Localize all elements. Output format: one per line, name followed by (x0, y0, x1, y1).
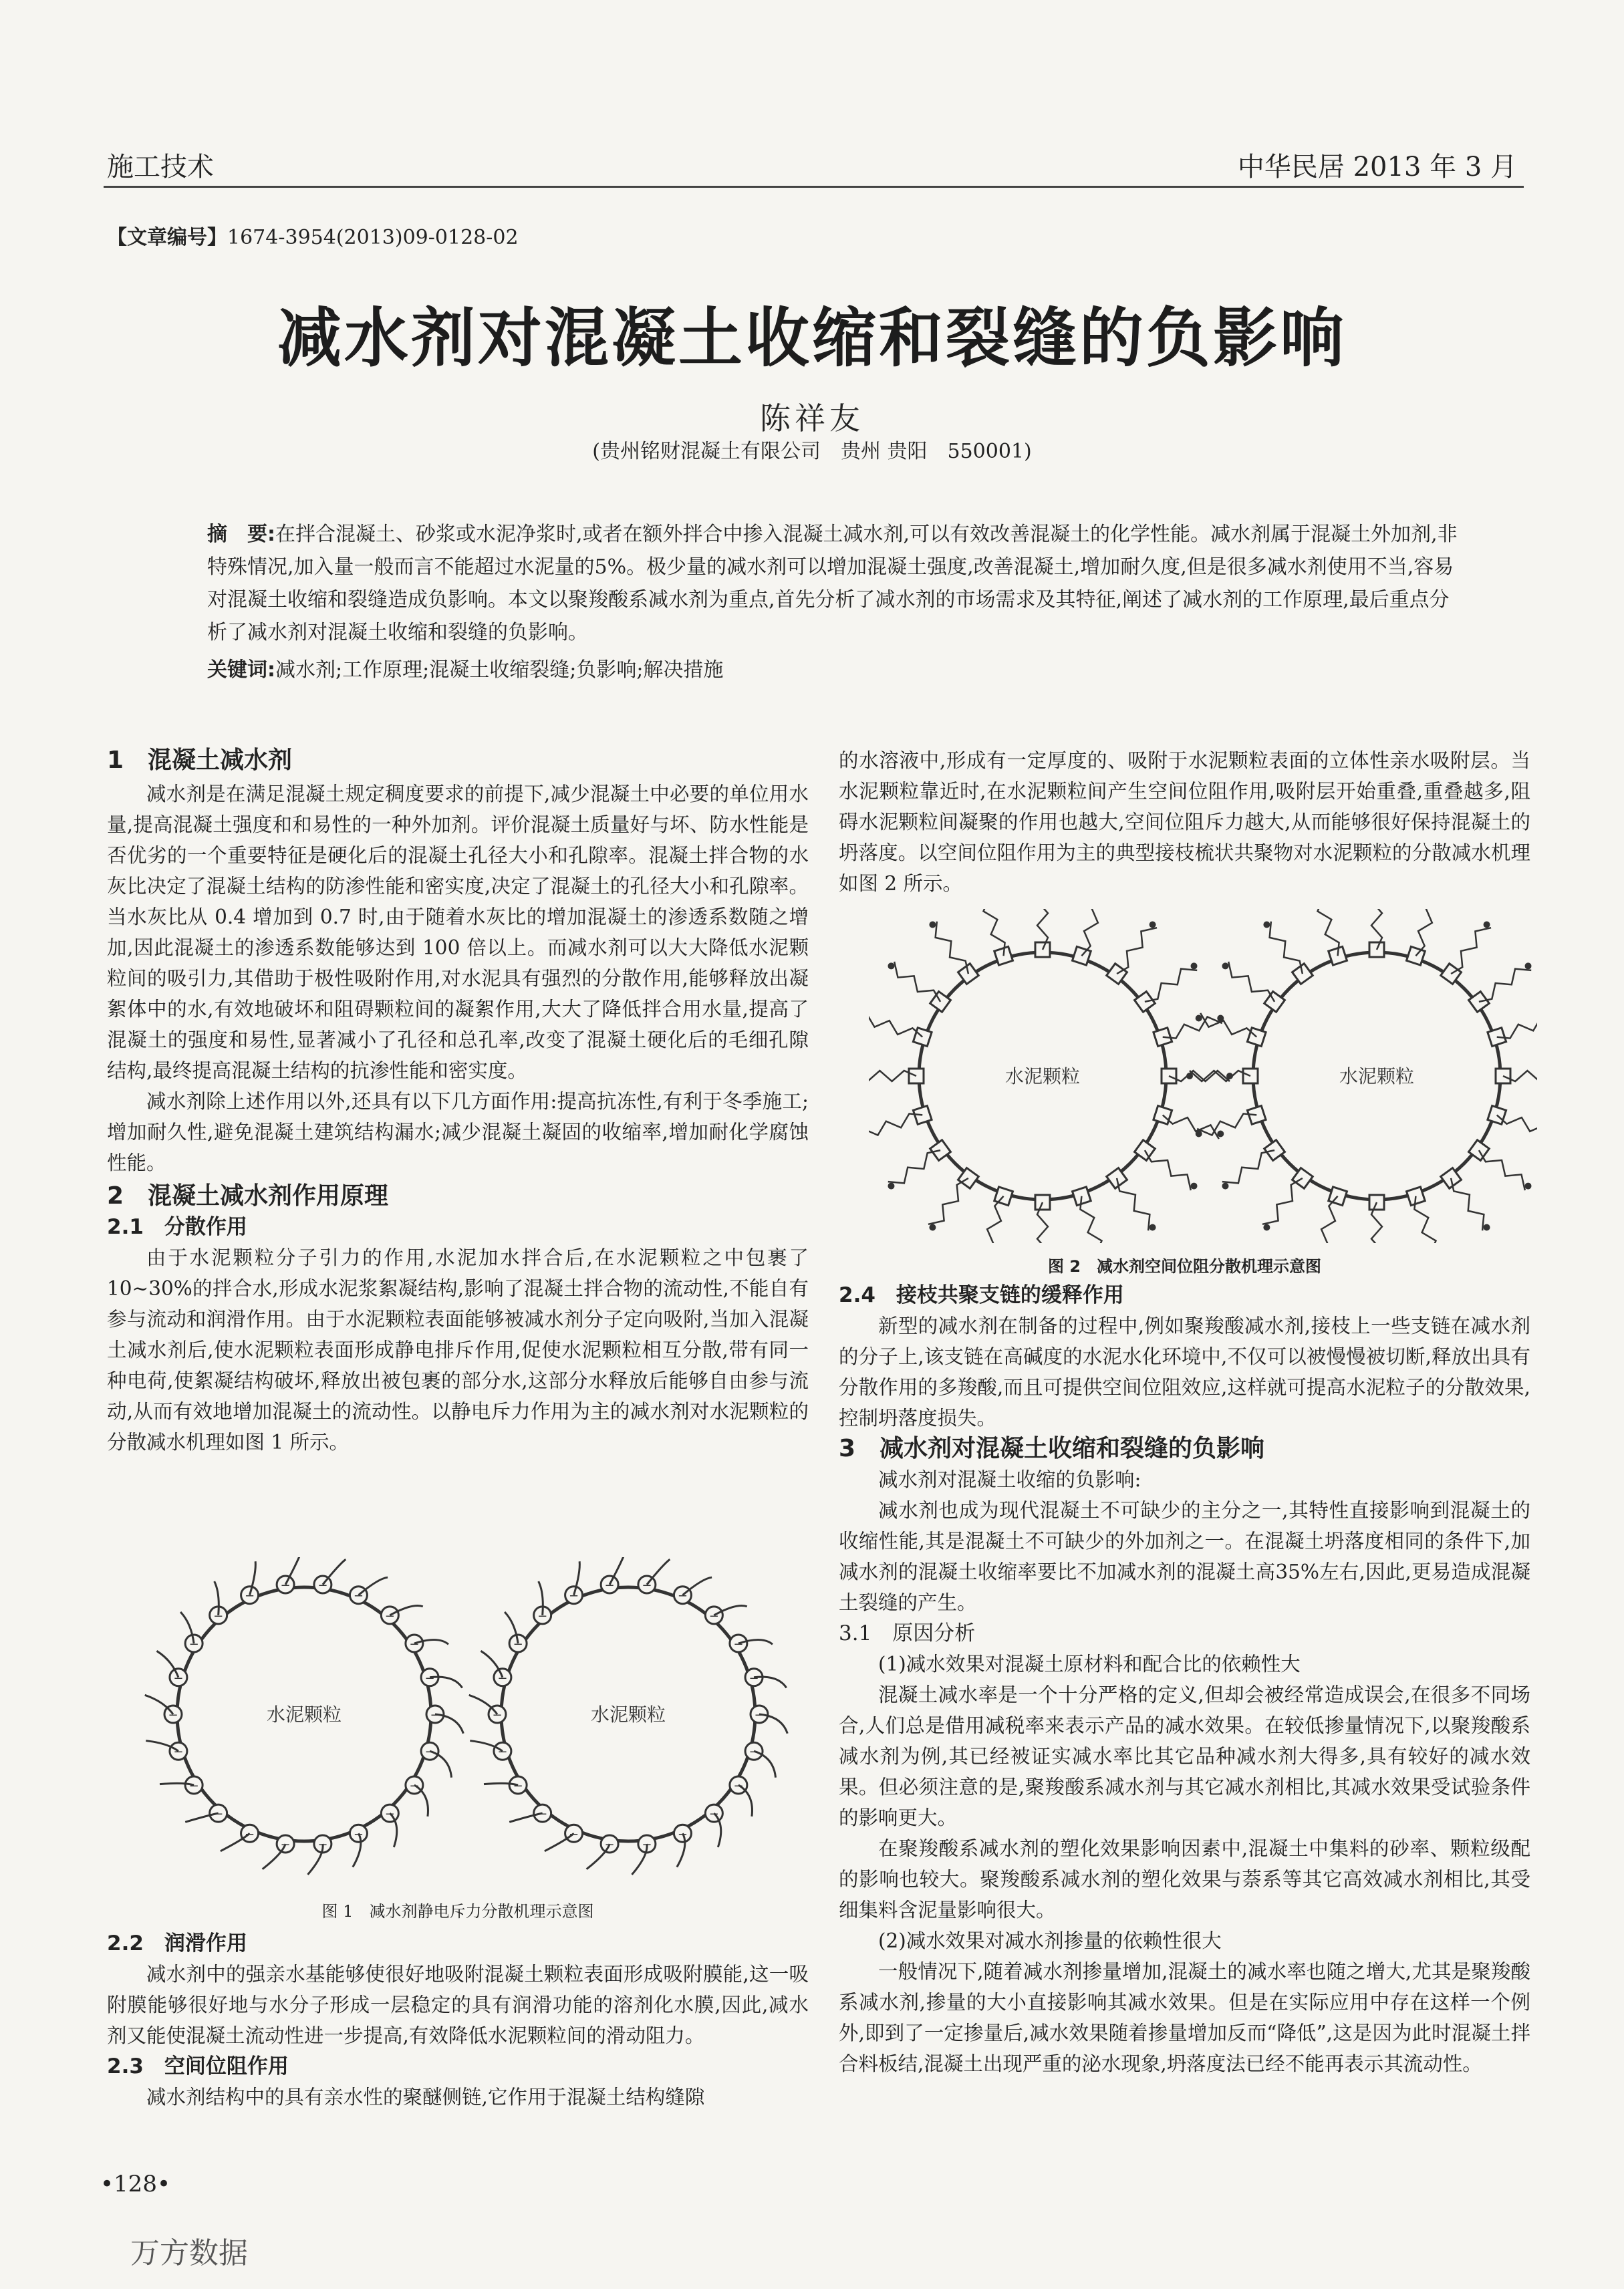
fig1-minus-sign: − (497, 1745, 508, 1760)
reason-2-heading: (2)减水效果对减水剂掺量的依赖性很大 (878, 1929, 1222, 1952)
fig1-minus-sign: − (280, 1578, 291, 1593)
keywords (207, 653, 723, 682)
fig2-side-chain (888, 1150, 940, 1183)
section-1-heading: 1 混凝土减水剂 (107, 747, 293, 774)
fig1-minus-sign: − (677, 1827, 688, 1842)
section-2-3-heading: 2.3 空间位阻作用 (107, 2054, 289, 2078)
fig1-minus-sign: − (569, 1827, 579, 1842)
fig1-minus-sign: − (213, 1807, 224, 1822)
header-rule (104, 186, 1524, 188)
section-2-2-heading: 2.2 润滑作用 (107, 1931, 247, 1956)
fig2-chain-end (1222, 1183, 1228, 1190)
section-2-heading: 2 混凝土减水剂作用原理 (107, 1182, 389, 1210)
fig1-minus-sign: − (749, 1745, 759, 1760)
fig1-minus-sign: − (188, 1637, 199, 1652)
abstract-text: 在拌合混凝土、砂浆或水泥净浆时,或者在额外拌合中掺入混凝土减水剂,可以有效改善混凝土的化学性能。减水剂属于混凝土外加剂,非特殊情况,加入量一般而言不能超过水泥量的5%。极少量的减水剂可以增加混凝土强度,改善混凝土,增加耐久度,但是很多减水剂使用不当,容易对混凝土收缩和裂缝造成负影响。本文以聚羧酸系减水剂为重点,首先分析了减水剂的市场需求及其特征,阐述了减水剂的工作原理,最后重点分析了减水剂对混凝土收缩和裂缝的负影响。 (207, 523, 1458, 644)
fig2-label-right: 水泥颗粒 (1339, 1065, 1415, 1087)
section-3-paragraph-2: 减水剂也成为现代混凝土不可缺少的主分之一,其特性直接影响到混凝土的收缩性能,其是混凝土不可缺少的外加剂之一。在混凝土坍落度相同的条件下,加减水剂的混凝土收缩率要比不加减水剂的混凝土高35%左右,因此,更易造成混凝土裂缝的产生。 (839, 1499, 1530, 1614)
fig2-particle-left (869, 909, 1233, 1243)
fig1-minus-sign: − (173, 1671, 184, 1686)
fig2-side-chain (1270, 922, 1303, 974)
section-2-4-paragraph: 新型的减水剂在制备的过程中,例如聚羧酸减水剂,接枝上一些支链在减水剂的分子上,该支链在高碱度的水泥水化环境中,不仅可以被慢慢被切断,释放出具有分散作用的多羧酸,而且可提供空间位阻效应,这样就可提高水泥粒子的分散效果,控制坍落度损失。 (839, 1315, 1530, 1430)
fig1-minus-sign: − (424, 1671, 435, 1686)
fig1-particle-right (469, 1557, 788, 1875)
fig1-tail (160, 1783, 194, 1785)
fig2-chain-end (888, 1183, 894, 1190)
section-3-paragraph-1: 减水剂对混凝土收缩的负影响: (878, 1468, 1141, 1491)
section-2-1-paragraph: 由于水泥颗粒分子引力的作用,水泥加水拌合后,在水泥颗粒之中包裹了 10~30%的拌合水,形成水泥浆絮凝结构,影响了混凝土拌合物的流动性,不能自有参与流动和润滑作用。由于水泥颗粒表面能够被减水剂分子定向吸附,当加入混凝土减水剂后,使水泥颗粒表面形成静电排斥作用,促使水泥颗粒相互分散,带有同一种电荷,使絮凝结构破坏,释放出被包裹的部分水,这部分水释放后能够自由参与流动,从而有效地增加混凝土的流动性。以静电斥力作用为主的减水剂对水泥颗粒的分散减水机理如图 1 所示。 (107, 1246, 809, 1454)
fig1-minus-sign: − (537, 1807, 548, 1822)
fig2-chain-end (1217, 1131, 1224, 1137)
figure-1-diagram (134, 1557, 802, 1891)
fig1-minus-sign: − (409, 1778, 420, 1793)
right-column-bottom (839, 1280, 1530, 2079)
fig1-minus-sign: − (168, 1708, 178, 1722)
fig2-side-chain (869, 1013, 922, 1037)
fig2-chain-end (1263, 1224, 1270, 1231)
fig2-side-chain (1163, 1017, 1222, 1038)
fig1-particle-left (145, 1557, 464, 1875)
fig1-minus-sign: − (569, 1589, 579, 1603)
affiliation: (贵州铭财混凝土有限公司 贵州 贵阳 550001) (592, 440, 1032, 463)
right-column-top (839, 745, 1530, 899)
running-header-right: 中华民居 2013 年 3 月 (1237, 152, 1517, 182)
fig2-side-chain (1479, 1150, 1525, 1190)
fig2-side-chain (1145, 969, 1197, 1002)
fig1-minus-sign: − (513, 1778, 523, 1793)
page-number: •128• (100, 2171, 171, 2197)
fig1-minus-sign: − (384, 1609, 395, 1623)
fig1-minus-sign: − (280, 1838, 291, 1853)
fig2-side-chain (1117, 1178, 1149, 1230)
fig1-minus-sign: − (749, 1671, 759, 1686)
fig2-side-chain (894, 962, 940, 1002)
fig1-minus-sign: − (708, 1609, 719, 1623)
abstract-paragraph (207, 518, 1464, 649)
fig1-minus-sign: − (353, 1589, 364, 1603)
fig2-side-chain (1197, 1113, 1256, 1135)
fig1-tail (358, 1577, 388, 1595)
fig2-side-chain (1117, 928, 1157, 974)
author: 陈祥友 (760, 400, 864, 436)
fig1-minus-sign: − (677, 1589, 688, 1603)
fig1-minus-sign: − (708, 1807, 719, 1822)
figure-2-diagram (869, 909, 1537, 1243)
figure-1-caption: 图 1 减水剂静电斥力分散机理示意图 (321, 1902, 594, 1921)
fig1-minus-sign: − (537, 1609, 548, 1623)
fig1-tail (323, 1559, 346, 1585)
fig2-chain-end (1525, 1183, 1532, 1190)
fig2-chain-end (888, 962, 894, 969)
fig1-tail (647, 1559, 670, 1585)
fig1-minus-sign: − (317, 1578, 328, 1593)
fig1-tail (484, 1783, 518, 1785)
fig1-label-right: 水泥颗粒 (590, 1704, 666, 1726)
fig2-chain-end (1525, 962, 1532, 969)
fig1-minus-sign: − (754, 1708, 765, 1722)
fig2-chain-end (1196, 1131, 1202, 1137)
watermark: 万方数据 (130, 2236, 248, 2270)
fig1-minus-sign: − (733, 1637, 744, 1652)
fig1-label-left: 水泥颗粒 (266, 1704, 342, 1726)
fig1-minus-sign: − (430, 1708, 440, 1722)
running-header-left: 施工技术 (107, 152, 214, 182)
fig1-minus-sign: − (513, 1637, 523, 1652)
fig1-tail (682, 1577, 712, 1595)
fig1-minus-sign: − (409, 1637, 420, 1652)
fig1-minus-sign: − (604, 1838, 615, 1853)
fig2-chain-end (929, 1224, 936, 1231)
fig2-chain-end (1484, 1224, 1490, 1231)
left-column-bottom (107, 1928, 809, 2113)
figure-2-caption: 图 2 减水剂空间位阻分散机理示意图 (1047, 1257, 1322, 1276)
fig1-minus-sign: − (317, 1838, 328, 1853)
fig2-side-chain (1451, 928, 1491, 974)
fig1-minus-sign: − (213, 1609, 224, 1623)
fig1-tail (221, 1833, 250, 1851)
fig2-chain-end (1191, 962, 1198, 969)
section-1-paragraph-2: 减水剂除上述作用以外,还具有以下几方面作用:提高抗冻性,有利于冬季施工;增加耐久性,避免混凝土建筑结构漏水;减少混凝土凝固的收缩率,增加耐化学腐蚀性能。 (107, 1090, 809, 1174)
reason-1-paragraph-2: 在聚羧酸系减水剂的塑化效果影响因素中,混凝土中集料的砂率、颗粒级配的影响也较大。聚羧酸系减水剂的塑化效果与萘系等其它高效减水剂相比,其受细集料含泥量影响很大。 (839, 1837, 1530, 1921)
fig2-chain-end (1222, 962, 1228, 969)
fig2-side-chain (1451, 1178, 1484, 1230)
article-number-label: 【文章编号】 (107, 226, 227, 249)
reason-1-paragraph-1: 混凝土减水率是一个十分严格的定义,但却会被经常造成误会,在很多不同场合,人们总是借用减税率来表示产品的减水效果。在较低掺量情况下,以聚羧酸系减水剂为例,其已经被证实减水率比其它品种减水剂大得多,具有较好的减水效果。但必须注意的是,聚羧酸系减水剂与其它减水剂相比,其减水效果受试验条件的影响更大。 (839, 1684, 1530, 1829)
fig2-side-chain (1228, 962, 1274, 1002)
fig1-minus-sign: − (642, 1838, 652, 1853)
fig1-minus-sign: − (245, 1589, 255, 1603)
section-3-1-heading: 3.1 原因分析 (839, 1621, 976, 1645)
section-2-2-paragraph: 减水剂中的强亲水基能够使很好地吸附混凝土颗粒表面形成吸附膜能,这一吸附膜能够很好地与水分子形成一层稳定的具有润滑功能的溶剂化水膜,因此,减水剂又能使混凝土流动性进一步提高,有效降低水泥颗粒间的滑动阻力。 (107, 1963, 809, 2047)
fig2-chain-end (1263, 921, 1270, 928)
fig2-chain-end (1186, 1073, 1193, 1079)
article-number (107, 221, 519, 250)
left-column-top (107, 745, 809, 1458)
fig1-tail (545, 1833, 574, 1851)
fig2-side-chain (936, 922, 968, 974)
section-3-heading: 3 减水剂对混凝土收缩和裂缝的负影响 (839, 1435, 1265, 1462)
fig2-chain-end (1191, 1183, 1198, 1190)
fig2-chain-end (1149, 1224, 1156, 1231)
fig2-chain-end (1149, 921, 1156, 928)
fig2-side-chain (1145, 1150, 1191, 1190)
paper-title: 减水剂对混凝土收缩和裂缝的负影响 (277, 301, 1347, 376)
fig1-minus-sign: − (173, 1745, 184, 1760)
fig1-minus-sign: − (497, 1671, 508, 1686)
fig2-chain-end (1484, 921, 1490, 928)
reason-2-paragraph: 一般情况下,随着减水剂掺量增加,混凝土的减水率也随之增大,尤其是聚羧酸系减水剂,掺量的大小直接影响其减水效果。但是在实际应用中存在这样一个例外,即到了一定掺量后,减水效果随着掺量增加反而“降低”,这是因为此时混凝土拌合料板结,混凝土出现严重的泌水现象,坍落度法已经不能再表示其流动性。 (839, 1960, 1530, 2075)
section-1-paragraph-1: 减水剂是在满足混凝土规定稠度要求的前提下,减少混凝土中必要的单位用水量,提高混凝土强度和和易性的一种外加剂。评价混凝土质量好与坏、防水性能是否优劣的一个重要特征是硬化后的混凝土孔径大小和孔隙率。混凝土拌合物的水灰比决定了混凝土结构的防渗性能和密实度,决定了混凝土的孔径大小和孔隙率。当水灰比从 0.4 增加到 0.7 时,由于随着水灰比的增加混凝土的渗透系数随之增加,因此混凝土的渗透系数能够达到 100 倍以上。而减水剂可以大大降低水泥颗粒间的吸引力,其借助于极性吸附作用,对水泥具有强烈的分散作用,能够释放出凝絮体中的水,有效地破坏和阻碍颗粒间的凝絮作用,大大了降低拌合用水量,提高了混凝土的强度和易性,显著减小了孔径和总孔率,改变了混凝土硬化后的毛细孔隙结构,最终提高混凝土结构的抗渗性能和密实度。 (107, 783, 809, 1082)
fig2-side-chain (1262, 1178, 1303, 1224)
section-2-3-continuation: 的水溶液中,形成有一定厚度的、吸附于水泥颗粒表面的立体性亲水吸附层。当水泥颗粒靠近时,在水泥颗粒间产生空间位阻作用,吸附层开始重叠,重叠越多,阻碍水泥颗粒间凝聚的作用也越大,空间位阻斥力越大,从而能够很好保持混凝土的坍落度。以空间位阻作用为主的典型接枝梳状共聚物对水泥颗粒的分散减水机理如图 2 所示。 (839, 749, 1530, 895)
section-2-3-paragraph: 减水剂结构中的具有亲水性的聚醚侧链,它作用于混凝土结构缝隙 (146, 2086, 705, 2109)
fig2-side-chain (1222, 1150, 1274, 1183)
fig2-label-left: 水泥颗粒 (1004, 1065, 1081, 1087)
keywords-label: 关键词: (207, 658, 275, 682)
fig2-chain-end (929, 921, 936, 928)
fig2-side-chain (928, 1178, 968, 1224)
abstract-label: 摘 要: (207, 523, 275, 546)
fig1-minus-sign: − (733, 1778, 744, 1793)
fig1-minus-sign: − (384, 1807, 395, 1822)
fig1-minus-sign: − (353, 1827, 364, 1842)
fig1-minus-sign: − (604, 1578, 615, 1593)
abstract (207, 518, 1464, 649)
fig1-minus-sign: − (492, 1708, 503, 1722)
section-2-1-heading: 2.1 分散作用 (107, 1215, 247, 1239)
fig1-minus-sign: − (188, 1778, 199, 1793)
fig1-minus-sign: − (642, 1578, 652, 1593)
section-2-4-heading: 2.4 接枝共聚支链的缓释作用 (839, 1283, 1124, 1307)
fig2-particle-right (1186, 909, 1537, 1243)
reason-1-heading: (1)减水效果对混凝土原材料和配合比的依赖性大 (878, 1653, 1301, 1675)
fig1-minus-sign: − (424, 1745, 435, 1760)
fig1-minus-sign: − (245, 1827, 255, 1842)
keywords-text: 减水剂;工作原理;混凝土收缩裂缝;负影响;解决措施 (275, 658, 724, 682)
fig2-side-chain (1479, 969, 1531, 1002)
article-number-value: 1674-3954(2013)09-0128-02 (227, 226, 519, 249)
fig2-chain-end (1196, 1015, 1202, 1021)
